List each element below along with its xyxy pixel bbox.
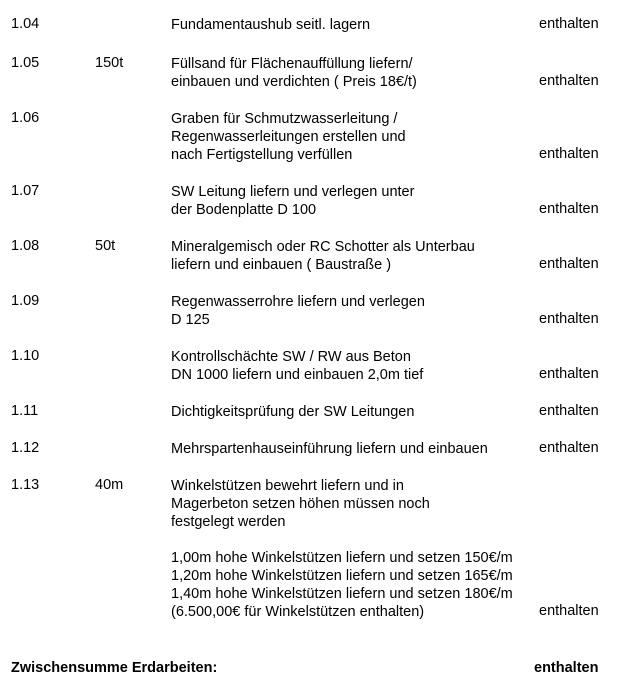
item-description	[171, 110, 406, 164]
item-quantity: 150t	[95, 55, 124, 71]
item-description	[171, 403, 414, 421]
description-line: der Bodenplatte D 100	[171, 202, 317, 218]
description-line: Mineralgemisch oder RC Schotter als Unterbau	[171, 239, 475, 255]
item-status: enthalten	[539, 201, 599, 217]
item-status: enthalten	[539, 16, 599, 32]
item-number: 1.06	[11, 110, 40, 126]
item-description	[171, 183, 414, 219]
description-line: Winkelstützen bewehrt liefern und in	[171, 478, 404, 494]
item-number: 1.13	[11, 477, 40, 493]
item-number: 1.09	[11, 293, 40, 309]
item-status: enthalten	[539, 73, 599, 89]
item-status: enthalten	[539, 440, 599, 456]
item-number: 1.11	[11, 403, 39, 419]
description-line: Regenwasserrohre liefern und verlegen	[171, 294, 425, 310]
description-line: D 125	[171, 312, 210, 328]
item-number: 1.04	[11, 16, 40, 32]
description-line: (6.500,00€ für Winkelstützen enthalten)	[171, 604, 425, 620]
description-line: SW Leitung liefern und verlegen unter	[171, 184, 415, 200]
item-number: 1.08	[11, 238, 40, 254]
description-line: Dichtigkeitsprüfung der SW Leitungen	[171, 404, 415, 420]
item-status: enthalten	[539, 256, 599, 272]
subtotal-value: enthalten	[534, 660, 599, 676]
item-status: enthalten	[539, 403, 599, 419]
item-description	[171, 238, 475, 274]
description-line: Fundamentaushub seitl. lagern	[171, 17, 371, 33]
description-line: Magerbeton setzen höhen müssen noch	[171, 496, 430, 512]
description-line: Mehrspartenhauseinführung liefern und einbauen	[171, 441, 488, 457]
item-number: 1.10	[11, 348, 40, 364]
description-line: Graben für Schmutzwasserleitung /	[171, 111, 398, 127]
item-status: enthalten	[539, 146, 599, 162]
description-line: nach Fertigstellung verfüllen	[171, 147, 353, 163]
item-number: 1.07	[11, 183, 40, 199]
description-line: einbauen und verdichten ( Preis 18€/t)	[171, 74, 417, 90]
item-status: enthalten	[539, 603, 599, 619]
item-status: enthalten	[539, 366, 599, 382]
description-line: Kontrollschächte SW / RW aus Beton	[171, 349, 411, 365]
item-description	[171, 477, 513, 621]
description-line: festgelegt werden	[171, 514, 286, 530]
item-number: 1.12	[11, 440, 40, 456]
item-number: 1.05	[11, 55, 40, 71]
description-line	[171, 531, 513, 549]
item-quantity: 50t	[95, 238, 116, 254]
item-quantity: 40m	[95, 477, 124, 493]
item-description	[171, 55, 417, 91]
item-description	[171, 440, 488, 458]
description-line: DN 1000 liefern und einbauen 2,0m tief	[171, 367, 424, 383]
description-line: liefern und einbauen ( Baustraße )	[171, 257, 392, 273]
item-status: enthalten	[539, 311, 599, 327]
description-line: Füllsand für Flächenauffüllung liefern/	[171, 56, 413, 72]
description-line: 1,00m hohe Winkelstützen liefern und setzen 150€/m	[171, 550, 513, 566]
subtotal-label: Zwischensumme Erdarbeiten:	[11, 660, 218, 676]
item-description	[171, 293, 425, 329]
item-description	[171, 348, 423, 384]
item-description	[171, 16, 370, 34]
description-line: 1,20m hohe Winkelstützen liefern und setzen 165€/m	[171, 568, 513, 584]
description-line: 1,40m hohe Winkelstützen liefern und setzen 180€/m	[171, 586, 513, 602]
description-line: Regenwasserleitungen erstellen und	[171, 129, 406, 145]
